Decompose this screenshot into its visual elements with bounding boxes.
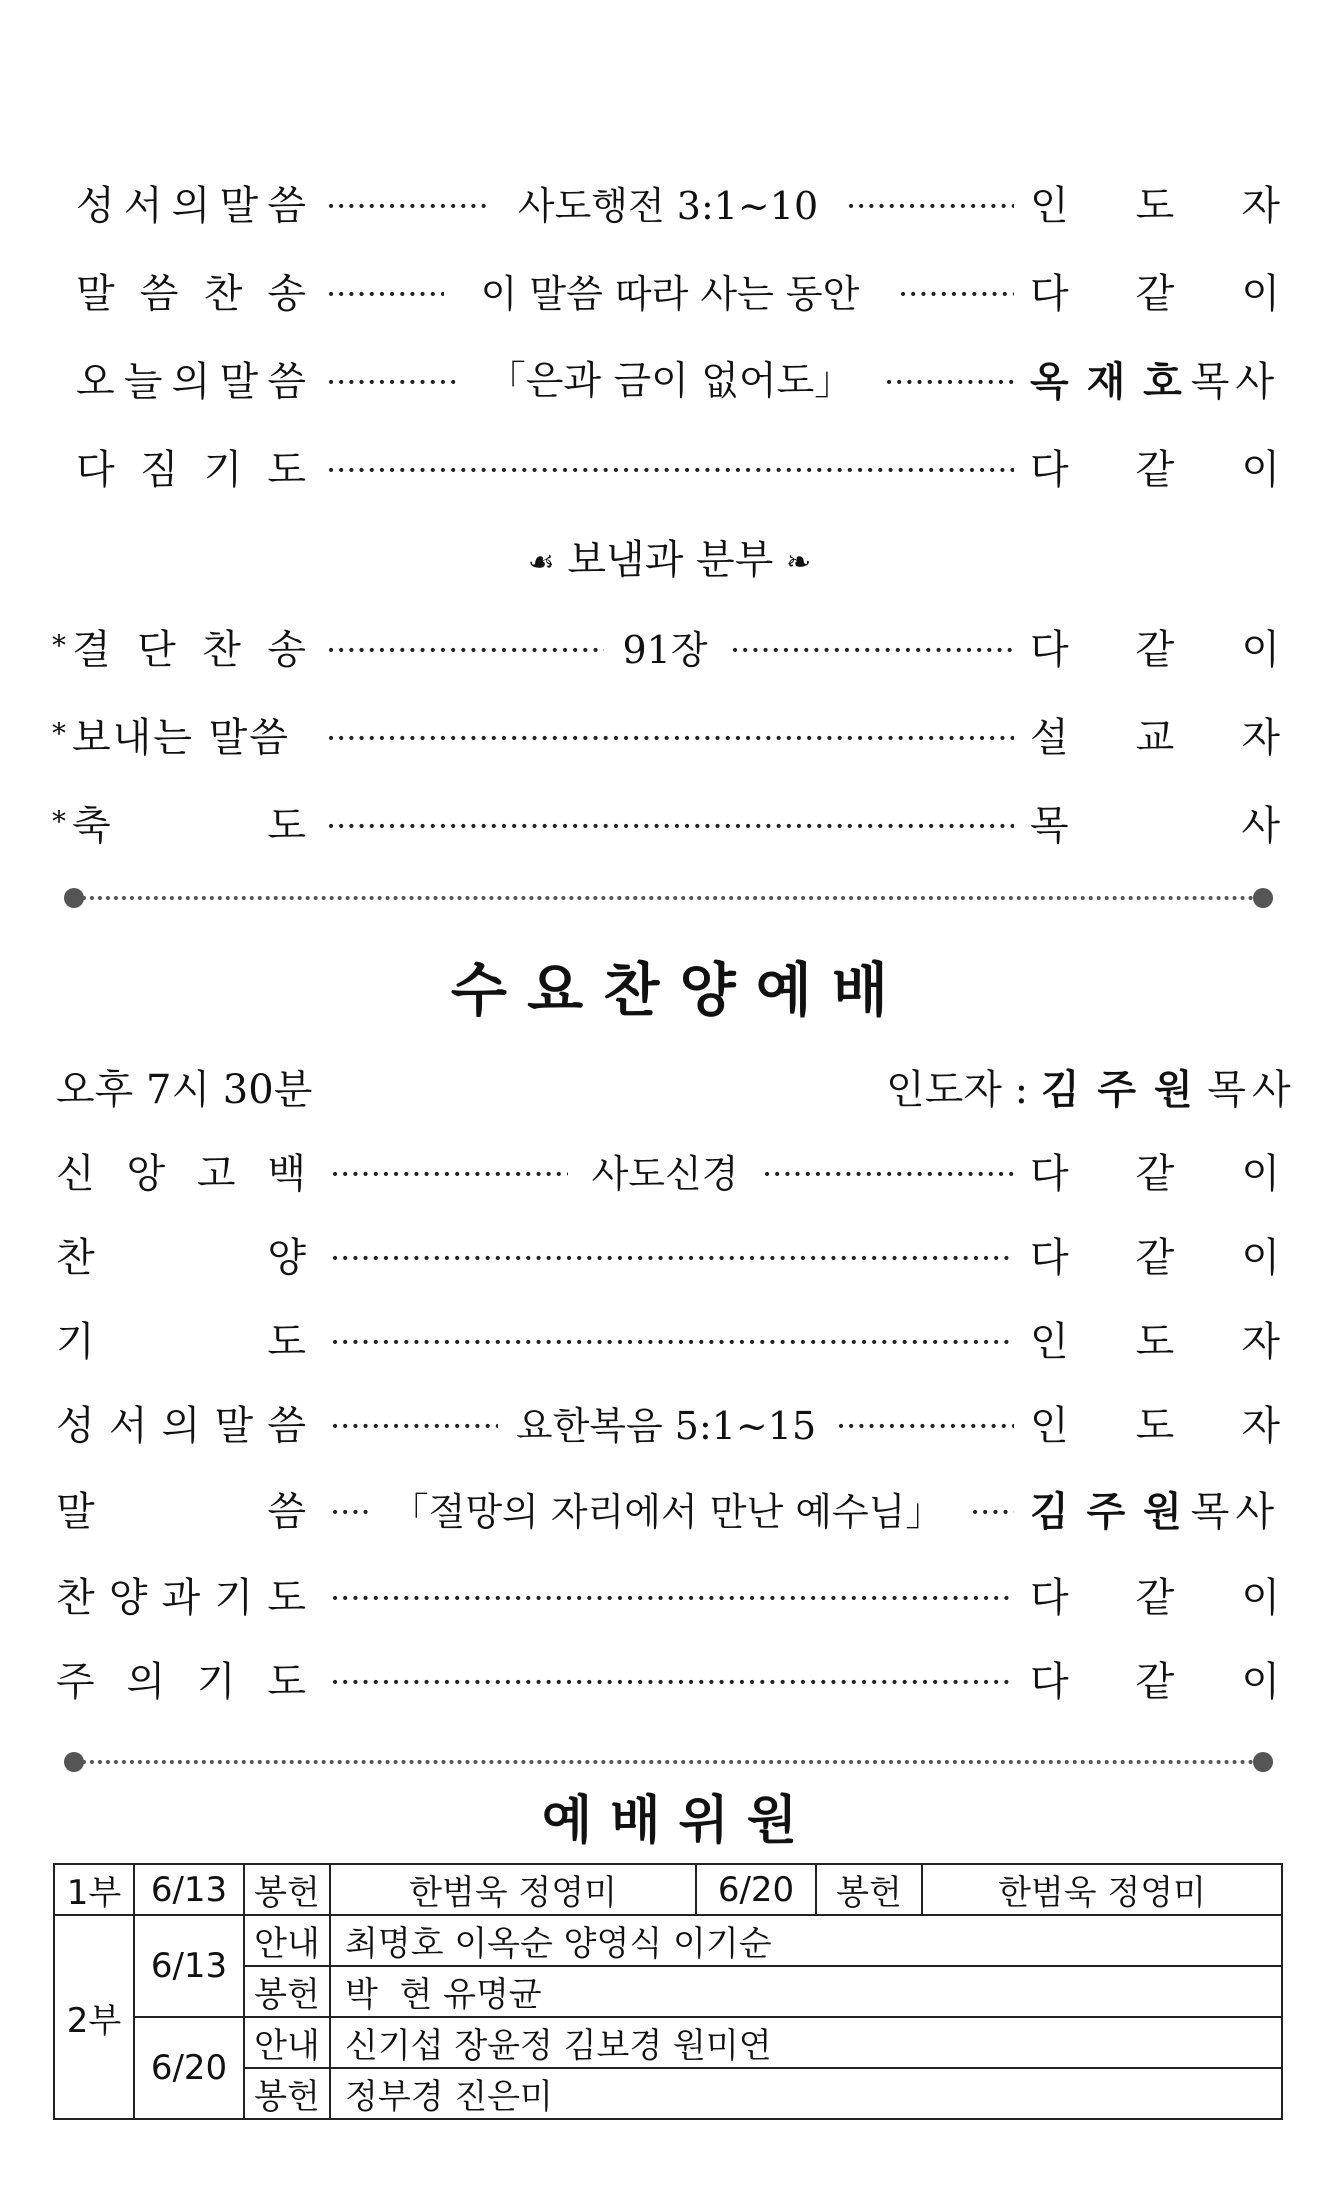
standing-mark: *	[52, 805, 66, 838]
right-char: 이	[1241, 1235, 1280, 1281]
label-char: 양	[267, 1235, 306, 1281]
leader-title: 목사	[1207, 1067, 1297, 1113]
order-responsible	[1030, 440, 1280, 500]
staff-title: 예 배 위 원	[541, 1791, 798, 1851]
order-detail: 이 말씀 따라 사는 동안	[480, 272, 860, 316]
label-char: 앙	[126, 1151, 166, 1197]
right-char: 이	[1241, 1151, 1280, 1197]
label-char: 찬	[202, 627, 241, 673]
label-char: 기	[56, 1319, 95, 1365]
dot-leader	[970, 1482, 1014, 1542]
order-responsible	[1030, 1482, 1280, 1542]
role-cell: 봉헌	[244, 1966, 330, 2017]
label-char: 도	[267, 1319, 306, 1365]
role-cell: 안내	[244, 1915, 330, 1966]
label-char: 말	[219, 359, 259, 405]
right-char: 도	[1135, 183, 1175, 229]
right-char: 같	[1135, 1659, 1175, 1705]
right-char: 목	[1030, 803, 1069, 849]
label-char: 씀	[267, 183, 306, 229]
label-char: 도	[267, 447, 306, 493]
right-char: 이	[1241, 447, 1280, 493]
order-responsible	[1030, 1568, 1280, 1628]
label-char: 늘	[123, 359, 163, 405]
order-label	[76, 264, 306, 324]
right-char: 같	[1135, 1235, 1175, 1281]
dot-leader	[884, 352, 1014, 412]
service-time: 오후 7시 30분	[56, 1067, 313, 1113]
dot-leader	[330, 1482, 372, 1542]
preacher-title: 목사	[1190, 359, 1280, 405]
order-label	[72, 620, 306, 680]
order-row-praise	[0, 1228, 1339, 1288]
dot-leader	[326, 796, 1014, 856]
leader-label: 인도자 :	[886, 1067, 1029, 1113]
order-row-prayer	[0, 440, 1339, 500]
right-char: 인	[1030, 1403, 1069, 1449]
dot-leader	[326, 440, 1014, 500]
order-label: 보내는 말씀	[72, 715, 290, 761]
label-char: 백	[267, 1151, 306, 1197]
names-cell: 한범욱 정영미	[922, 1864, 1282, 1915]
ornament-left-icon: ☙	[527, 545, 555, 580]
label-char: 짐	[139, 447, 179, 493]
separator-dot-right	[1253, 1752, 1273, 1772]
order-row-scripture	[0, 176, 1339, 236]
label-char: 말	[214, 1403, 254, 1449]
order-row-sermon	[0, 1482, 1339, 1542]
separator-dot-left	[64, 1752, 84, 1772]
order-responsible	[1030, 264, 1280, 324]
order-row-hymn	[0, 264, 1339, 324]
order-detail: 사도행전 3:1~10	[517, 184, 819, 228]
preacher-title: 목사	[1190, 1489, 1280, 1535]
order-label	[56, 1312, 306, 1372]
order-label	[56, 1144, 306, 1204]
label-char: 의	[171, 183, 211, 229]
preacher-name: 옥 재 호	[1030, 359, 1184, 405]
table-row	[54, 1864, 1282, 1915]
right-char: 인	[1030, 183, 1069, 229]
order-responsible	[1030, 1228, 1280, 1288]
dot-leader	[836, 1396, 1014, 1456]
dot-leader	[330, 1312, 1014, 1372]
dot-leader	[326, 708, 1014, 768]
right-char: 다	[1030, 1235, 1069, 1281]
right-char: 자	[1241, 715, 1280, 761]
label-char: 기	[196, 1659, 236, 1705]
label-char: 다	[76, 447, 115, 493]
label-char: 도	[267, 803, 306, 849]
separator-dot-left	[64, 888, 84, 908]
right-char: 도	[1135, 1403, 1175, 1449]
label-char: 씀	[267, 1403, 306, 1449]
label-char: 찬	[56, 1575, 95, 1621]
leader-info	[886, 1060, 1297, 1120]
right-char: 다	[1030, 447, 1069, 493]
right-char: 다	[1030, 627, 1069, 673]
label-char: 의	[126, 1659, 166, 1705]
dot-leader	[326, 264, 444, 324]
order-responsible	[1030, 352, 1280, 412]
date-cell: 6/13	[134, 1915, 244, 2017]
date-cell: 6/20	[134, 2017, 244, 2119]
right-char: 이	[1241, 627, 1280, 673]
label-char: 도	[267, 1659, 306, 1705]
dot-leader	[330, 1396, 498, 1456]
dot-leader	[330, 1144, 568, 1204]
dot-leader	[846, 176, 1014, 236]
role-cell: 봉헌	[244, 1864, 330, 1915]
label-char: 의	[171, 359, 211, 405]
order-label	[76, 440, 306, 500]
dot-leader	[330, 1652, 1014, 1712]
label-char: 도	[267, 1575, 306, 1621]
subheading	[0, 530, 1339, 593]
right-char: 도	[1135, 1319, 1175, 1365]
table-row	[54, 2017, 1282, 2068]
label-char: 신	[56, 1151, 95, 1197]
names-cell: 최명호 이옥순 양영식 이기순	[330, 1915, 1282, 1966]
order-responsible	[1030, 176, 1280, 236]
order-row-sending-words	[0, 708, 1339, 768]
dot-leader	[326, 352, 456, 412]
order-responsible	[1030, 708, 1280, 768]
label-char: 송	[267, 271, 306, 317]
right-char: 같	[1135, 627, 1175, 673]
order-label	[56, 1482, 306, 1542]
label-char: 성	[56, 1403, 95, 1449]
right-char: 교	[1135, 715, 1175, 761]
order-label	[76, 352, 306, 412]
order-row-decision-hymn	[0, 620, 1339, 680]
section-title: 수 요 찬 양 예 배	[450, 956, 889, 1024]
date-cell: 6/20	[696, 1864, 816, 1915]
order-label	[72, 796, 306, 856]
sermon-title: 「절망의 자리에서 만난 예수님」	[390, 1490, 944, 1534]
label-char: 찬	[203, 271, 243, 317]
order-row-lords-prayer	[0, 1652, 1339, 1712]
names-cell: 한범욱 정영미	[330, 1864, 696, 1915]
label-char: 찬	[56, 1235, 95, 1281]
part-label: 2부	[54, 1915, 134, 2119]
role-cell: 안내	[244, 2017, 330, 2068]
order-detail: 요한복음 5:1~15	[515, 1404, 817, 1448]
right-char: 인	[1030, 1319, 1069, 1365]
subheading-text: 보냄과 분부	[567, 537, 774, 583]
right-char: 다	[1030, 1659, 1069, 1705]
order-responsible	[1030, 1396, 1280, 1456]
part-label: 1부	[54, 1864, 134, 1915]
order-row-creed	[0, 1144, 1339, 1204]
role-cell: 봉헌	[244, 2068, 330, 2119]
right-char: 같	[1135, 271, 1175, 317]
ornament-right-icon: ❧	[786, 545, 812, 580]
order-label	[76, 176, 306, 236]
label-char: 기	[203, 447, 243, 493]
order-row-scripture	[0, 1396, 1339, 1456]
order-responsible	[1030, 1144, 1280, 1204]
right-char: 다	[1030, 1575, 1069, 1621]
names-cell: 신기섭 장윤정 김보경 원미연	[330, 2017, 1282, 2068]
order-detail: 91장	[622, 628, 708, 672]
label-char: 주	[56, 1659, 95, 1705]
order-label	[56, 1568, 306, 1628]
right-char: 같	[1135, 1575, 1175, 1621]
right-char: 사	[1241, 803, 1280, 849]
label-char: 양	[108, 1575, 148, 1621]
right-char: 자	[1241, 1403, 1280, 1449]
label-char: 송	[267, 627, 306, 673]
standing-mark: *	[52, 629, 66, 662]
separator-dot-right	[1253, 888, 1273, 908]
right-char: 같	[1135, 1151, 1175, 1197]
label-char: 의	[161, 1403, 201, 1449]
staff-table	[53, 1863, 1283, 2120]
order-label	[56, 1652, 306, 1712]
order-row-benediction	[0, 796, 1339, 856]
dot-leader	[326, 176, 488, 236]
right-char: 다	[1030, 1151, 1069, 1197]
right-char: 이	[1241, 271, 1280, 317]
label-char: 고	[196, 1151, 236, 1197]
leader-name: 김 주 원	[1040, 1067, 1195, 1113]
dotted-separator	[74, 1760, 1262, 1764]
order-row-sermon	[0, 352, 1339, 412]
right-char: 이	[1241, 1659, 1280, 1705]
label-char: 단	[137, 627, 176, 673]
service-time-row	[0, 1060, 1339, 1120]
label-char: 씀	[139, 271, 179, 317]
label-char: 서	[108, 1403, 148, 1449]
label-char: 말	[76, 271, 115, 317]
label-char: 성	[76, 183, 115, 229]
right-char: 같	[1135, 447, 1175, 493]
order-responsible	[1030, 1312, 1280, 1372]
dot-leader	[730, 620, 1014, 680]
label-char: 결	[72, 627, 111, 673]
right-char: 자	[1241, 183, 1280, 229]
dot-leader	[898, 264, 1014, 324]
label-char: 과	[161, 1575, 201, 1621]
label-char: 씀	[267, 1489, 306, 1535]
dot-leader	[330, 1228, 1014, 1288]
right-char: 다	[1030, 271, 1069, 317]
dot-leader	[326, 620, 604, 680]
label-char: 말	[219, 183, 259, 229]
label-char: 서	[123, 183, 163, 229]
dotted-separator	[74, 896, 1262, 900]
right-char: 자	[1241, 1319, 1280, 1365]
right-char: 이	[1241, 1575, 1280, 1621]
label-char: 씀	[267, 359, 306, 405]
preacher-name: 김 주 원	[1030, 1489, 1184, 1535]
label-char: 오	[76, 359, 115, 405]
label-char: 축	[72, 803, 111, 849]
label-char: 말	[56, 1489, 95, 1535]
order-label	[56, 1396, 306, 1456]
role-cell: 봉헌	[816, 1864, 922, 1915]
label-char: 기	[214, 1575, 254, 1621]
order-row-praise-prayer	[0, 1568, 1339, 1628]
date-cell: 6/13	[134, 1864, 244, 1915]
order-responsible	[1030, 620, 1280, 680]
dot-leader	[330, 1568, 1014, 1628]
names-cell: 정부경 진은미	[330, 2068, 1282, 2119]
right-char: 설	[1030, 715, 1069, 761]
sermon-title: 「은과 금이 없어도」	[486, 359, 854, 404]
standing-mark: *	[52, 717, 66, 750]
order-detail: 사도신경	[591, 1152, 739, 1196]
dot-leader	[762, 1144, 1014, 1204]
names-cell: 박 현 유명균	[330, 1966, 1282, 2017]
order-row-prayer	[0, 1312, 1339, 1372]
order-label	[56, 1228, 306, 1288]
table-row	[54, 1915, 1282, 1966]
order-responsible	[1030, 796, 1280, 856]
order-responsible	[1030, 1652, 1280, 1712]
